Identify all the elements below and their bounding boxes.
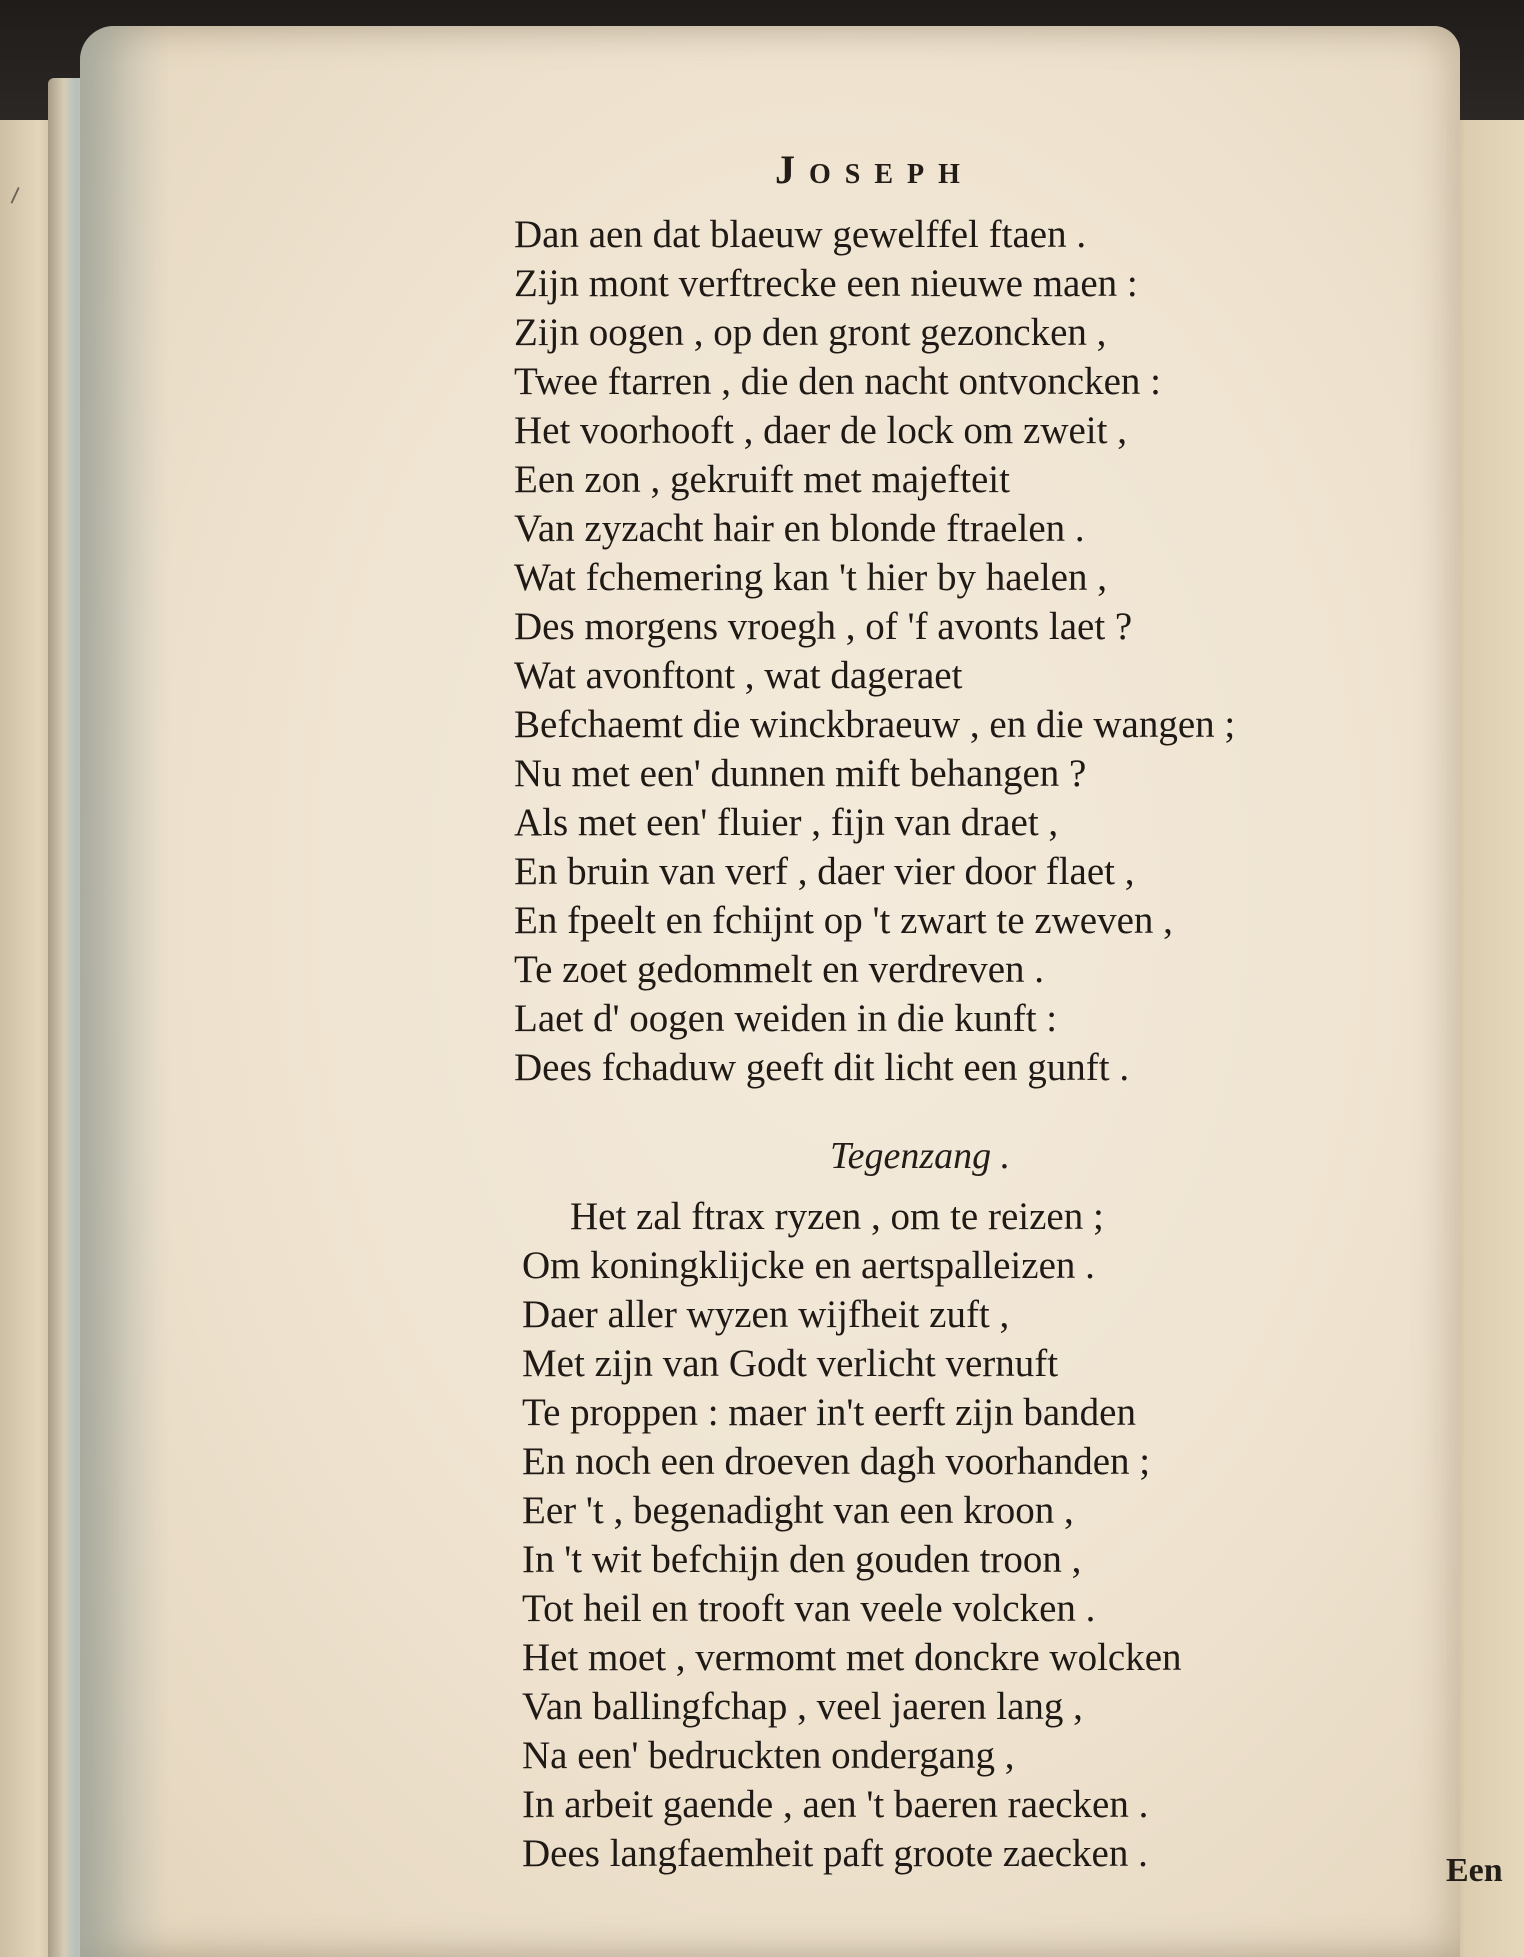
verse-stanza-1 <box>514 210 1235 1092</box>
verse-line: Wat fchemering kan 't hier by haelen , <box>514 556 1107 599</box>
verse-line: Als met een' fluier , fijn van draet , <box>514 801 1059 844</box>
section-heading: Tegenzang . <box>830 1135 1011 1177</box>
verse-line: Het moet , vermomt met donckre wolcken <box>522 1636 1182 1679</box>
verse-line: Laet d' oogen weiden in die kunft : <box>514 997 1058 1040</box>
verse-line: Te proppen : maer in't eerft zijn banden <box>522 1391 1136 1434</box>
verse-line: Eer 't , begenadight van een kroon , <box>522 1489 1074 1532</box>
verse-stanza-2 <box>522 1192 1182 1878</box>
verse-line: Van ballingfchap , veel jaeren lang , <box>522 1685 1083 1728</box>
verse-line: En fpeelt en fchijnt op 't zwart te zweven , <box>514 899 1173 942</box>
verse-line: Wat avonftont , wat dageraet <box>514 654 963 697</box>
verse-line: En bruin van verf , daer vier door flaet , <box>514 850 1135 893</box>
verse-line: Des morgens vroegh , of 'f avonts laet ? <box>514 605 1133 648</box>
running-head: Joseph <box>775 147 974 192</box>
verse-line: Dan aen dat blaeuw gewelffel ftaen . <box>514 213 1087 256</box>
verse-line: Befchaemt die winckbraeuw , en die wangen ; <box>514 703 1236 746</box>
verse-line: Dees langfaemheit paft groote zaecken . <box>522 1832 1148 1875</box>
verse-line: Tot heil en trooft van veele volcken . <box>522 1587 1096 1630</box>
page-gutter <box>80 26 170 1957</box>
verse-line: Van zyzacht hair en blonde ftraelen . <box>514 507 1085 550</box>
verse-line: Na een' bedruckten ondergang , <box>522 1734 1015 1777</box>
verse-line: Met zijn van Godt verlicht vernuft <box>522 1342 1059 1385</box>
verse-line: In arbeit gaende , aen 't baeren raecken . <box>522 1783 1149 1826</box>
verse-line: Dees fchaduw geeft dit licht een gunft . <box>514 1046 1130 1089</box>
verse-line: Het zal ftrax ryzen , om te reizen ; <box>570 1195 1104 1238</box>
verse-line: Zijn oogen , op den gront gezoncken , <box>514 311 1107 354</box>
verse-line: En noch een droeven dagh voorhanden ; <box>522 1440 1151 1483</box>
verse-line: In 't wit befchijn den gouden troon , <box>522 1538 1082 1581</box>
verse-line: Het voorhooft , daer de lock om zweit , <box>514 409 1127 452</box>
verse-line: Twee ftarren , die den nacht ontvoncken : <box>514 360 1162 403</box>
verse-line: Te zoet gedommelt en verdreven . <box>514 948 1045 991</box>
catchword: Een <box>1446 1852 1503 1889</box>
verse-line: Zijn mont verftrecke een nieuwe maen : <box>514 262 1138 305</box>
pencil-mark: ⸍ <box>2 180 33 224</box>
verse-line: Een zon , gekruift met majefteit <box>514 458 1010 501</box>
verse-line: Nu met een' dunnen mift behangen ? <box>514 752 1087 795</box>
verse-line: Om koningklijcke en aertspalleizen . <box>522 1244 1095 1287</box>
verse-line: Daer aller wyzen wijfheit zuft , <box>522 1293 1010 1336</box>
